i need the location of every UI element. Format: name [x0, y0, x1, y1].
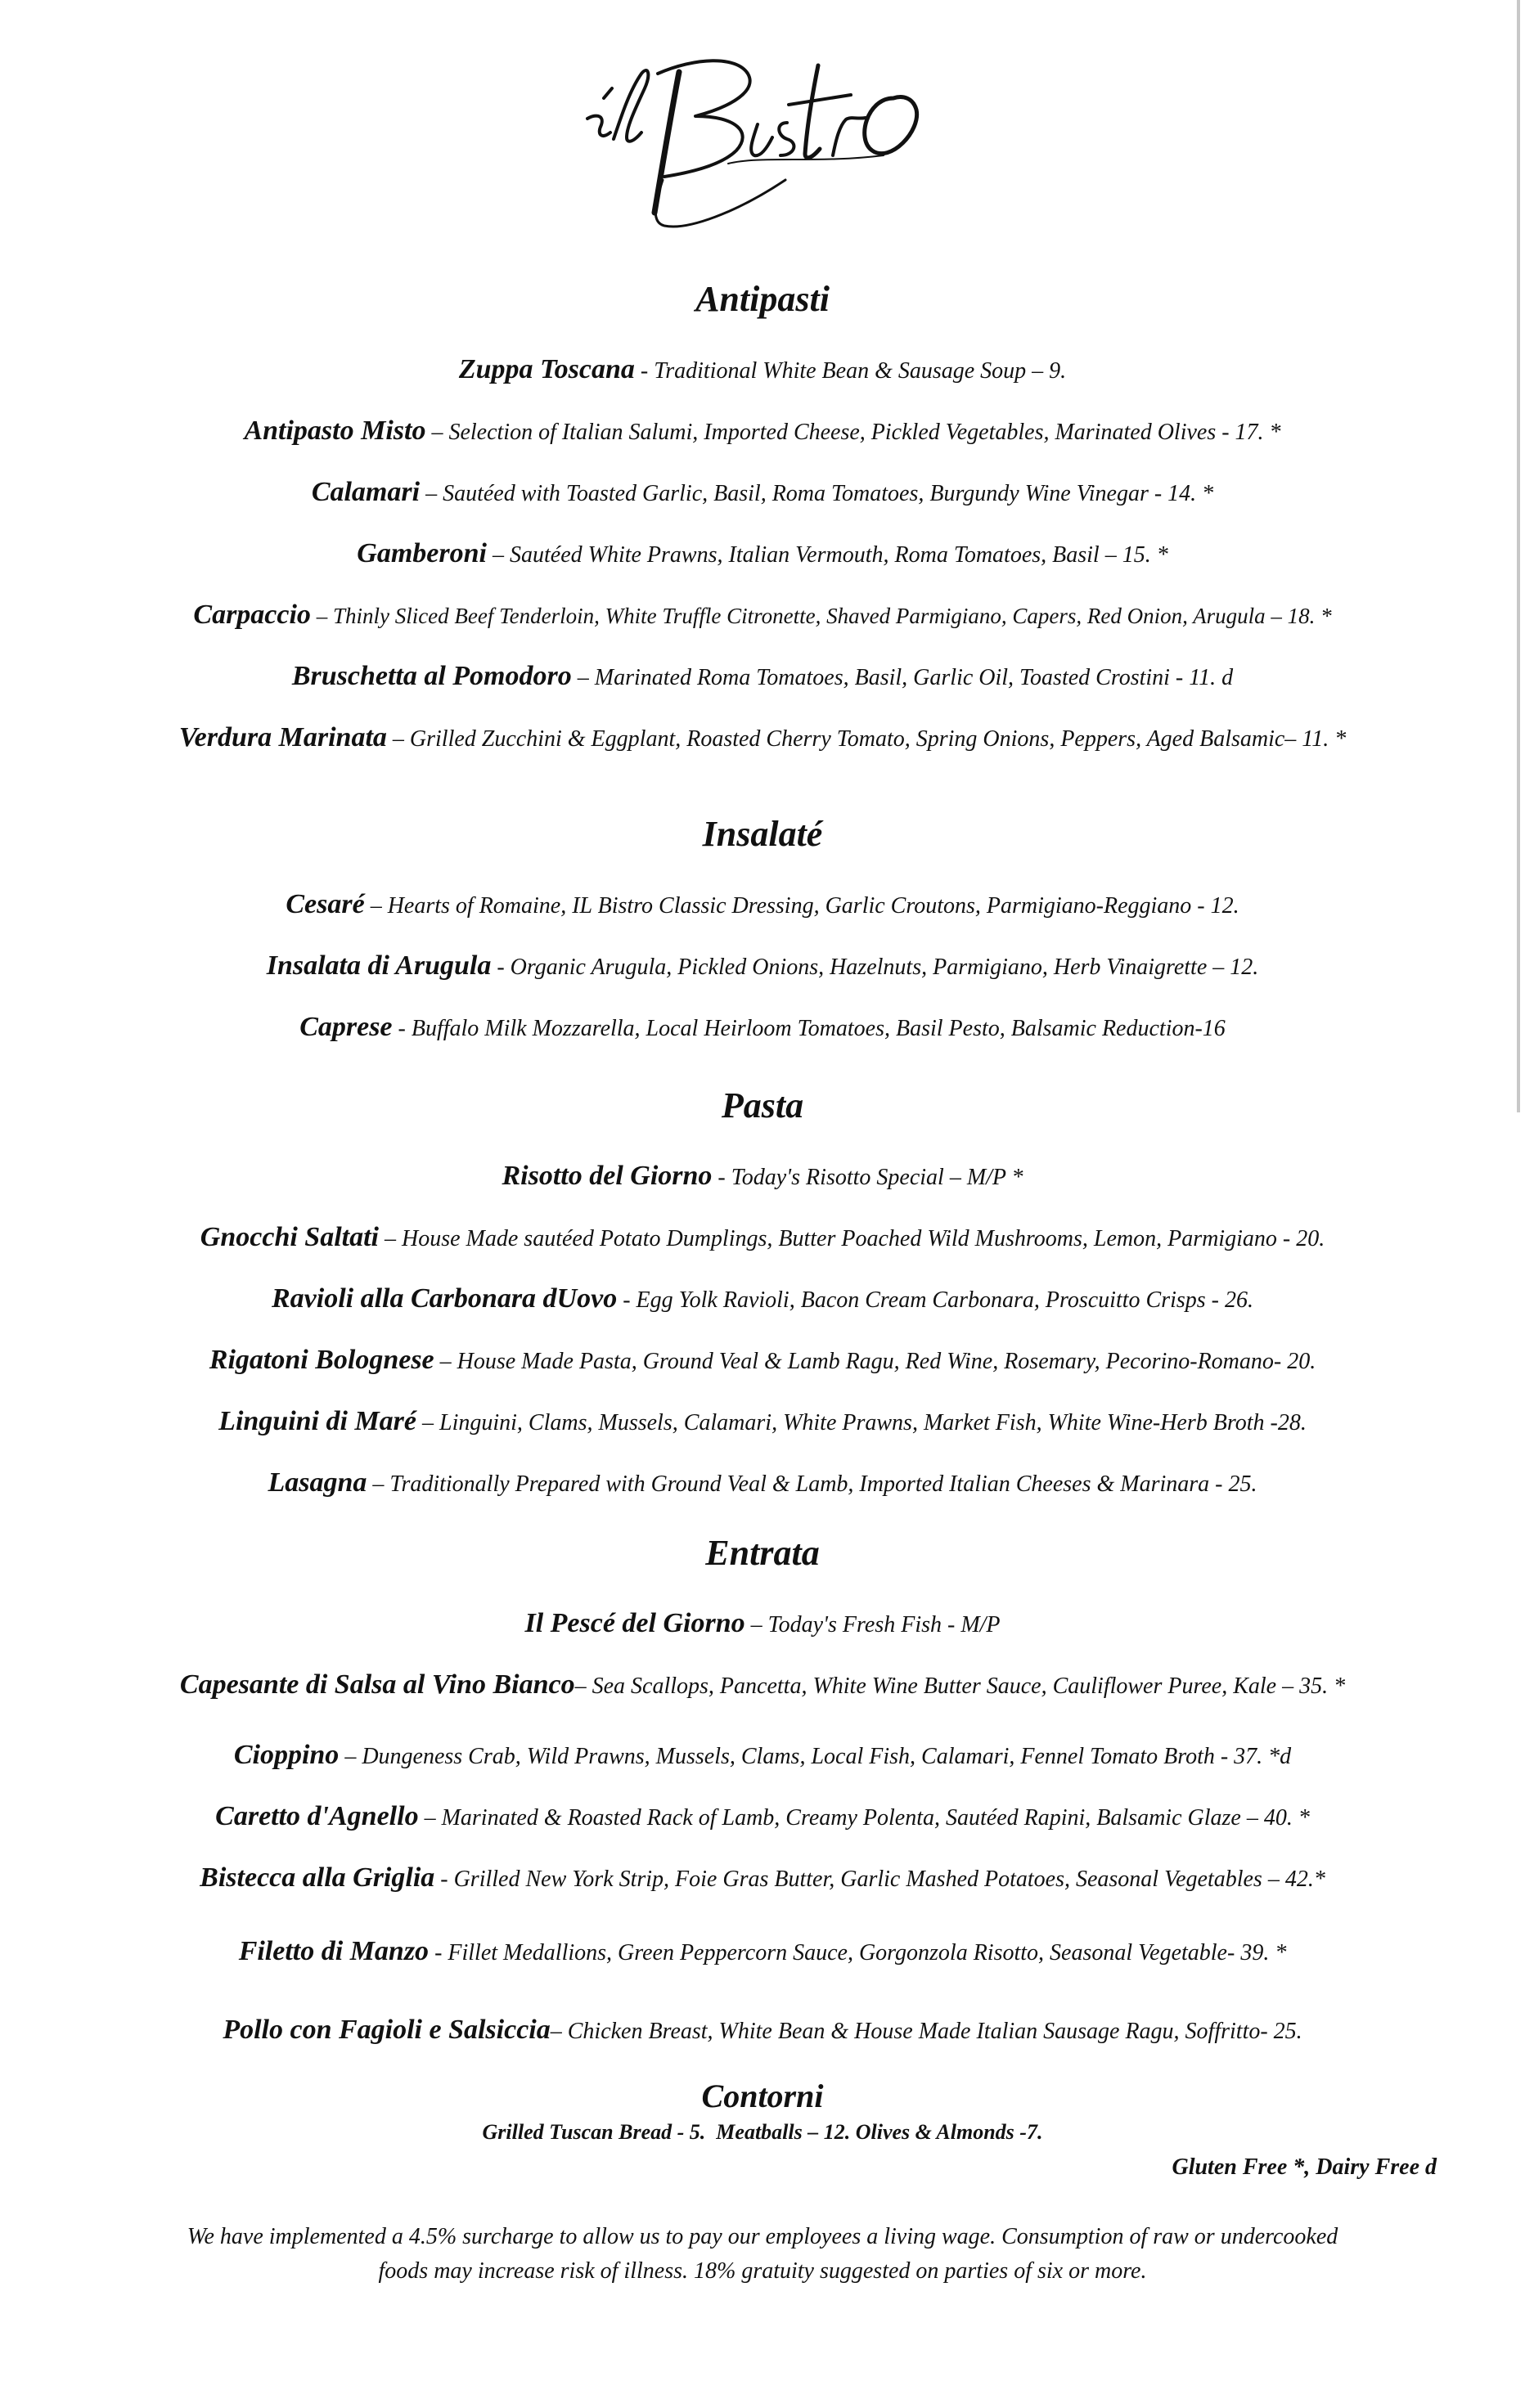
menu-item-ravioli-carbonara: [49, 1283, 1476, 1317]
item-description: – Marinated Roma Tomatoes, Basil, Garlic Oil, Toasted Crostini - 11. d: [571, 665, 1234, 690]
item-description: – Sautéed White Prawns, Italian Vermouth, Roma Tomatoes, Basil – 15. *: [486, 542, 1168, 568]
footnote-line-1: We have implemented a 4.5% surcharge to allow us to pay our employees a living wage. Consumption of raw or undercooked: [187, 2224, 1338, 2249]
item-description: – Selection of Italian Salumi, Imported Cheese, Pickled Vegetables, Marinated Olives - 17. *: [425, 420, 1281, 445]
item-description: – Marinated & Roasted Rack of Lamb, Creamy Polenta, Sautéed Rapini, Balsamic Glaze – 40. *: [418, 1805, 1310, 1831]
item-name: Cioppino: [233, 1740, 340, 1770]
item-description: – Hearts of Romaine, IL Bistro Classic Dressing, Garlic Croutons, Parmigiano-Reggiano - 12.: [364, 893, 1239, 919]
item-name: Cesaré: [286, 889, 365, 919]
item-description: – Grilled Zucchini & Eggplant, Roasted Cherry Tomato, Spring Onions, Peppers, Aged Balsamic– 11. *: [386, 726, 1347, 752]
item-name: Antipasto Misto: [244, 416, 426, 446]
item-name: Verdura Marinata: [178, 722, 387, 752]
item-description: – Sea Scallops, Pancetta, White Wine Butter Sauce, Cauliflower Puree, Kale – 35. *: [574, 1673, 1346, 1699]
footnote-line-2: foods may increase risk of illness. 18% gratuity suggested on parties of six or more.: [378, 2258, 1147, 2284]
item-description: - Egg Yolk Ravioli, Bacon Cream Carbonara, Proscuitto Crisps - 26.: [617, 1287, 1253, 1313]
item-name: Gnocchi Saltati: [200, 1222, 379, 1252]
menu-item-carpaccio: [49, 599, 1476, 632]
menu-item-bruschetta: [49, 660, 1476, 694]
section-title-contorni: Contorni: [701, 2078, 824, 2114]
il-bistro-logo: [573, 41, 933, 237]
menu-item-insalata-di-arugula: [49, 950, 1476, 984]
menu-item-cesare: [49, 888, 1476, 923]
item-description: – Sautéed with Toasted Garlic, Basil, Roma Tomatoes, Burgundy Wine Vinegar - 14. *: [420, 481, 1214, 506]
item-name: Zuppa Toscana: [458, 354, 635, 384]
scrollbar-edge[interactable]: [1517, 0, 1520, 1112]
item-description: – House Made Pasta, Ground Veal & Lamb Ragu, Red Wine, Rosemary, Pecorino-Romano- 20.: [434, 1349, 1316, 1374]
menu-item-risotto-del-giorno: [49, 1160, 1476, 1194]
menu-item-rigatoni-bolognese: [49, 1344, 1476, 1378]
item-description: – Thinly Sliced Beef Tenderloin, White Truffle Citronette, Shaved Parmigiano, Capers, Red Onion, Arugula – 18. *: [310, 604, 1332, 628]
menu-item-caprese: [49, 1011, 1476, 1045]
section-title-insalate: Insalaté: [702, 814, 823, 854]
item-name: Capesante di Salsa al Vino Bianco: [179, 1669, 575, 1700]
item-name: Linguini di Maré: [218, 1406, 417, 1436]
menu-item-antipasto-misto: [49, 415, 1476, 449]
item-description: - Grilled New York Strip, Foie Gras Butter, Garlic Mashed Potatoes, Seasonal Vegetables – 42.*: [434, 1867, 1325, 1892]
item-description: – Dungeness Crab, Wild Prawns, Mussels, Clams, Local Fish, Calamari, Fennel Tomato Broth - 37. *d: [339, 1744, 1292, 1769]
menu-item-il-pesce-del-giorno: [49, 1607, 1476, 1642]
section-title-antipasti: Antipasti: [695, 279, 830, 319]
logo-script-mark: [573, 41, 933, 237]
item-description: - Buffalo Milk Mozzarella, Local Heirloom Tomatoes, Basil Pesto, Balsamic Reduction-16: [392, 1016, 1226, 1041]
item-name: Lasagna: [268, 1467, 367, 1498]
item-description: – Linguini, Clams, Mussels, Calamari, White Prawns, Market Fish, White Wine-Herb Broth -28.: [416, 1410, 1307, 1435]
item-name: Carpaccio: [193, 600, 311, 630]
contorni-items: Grilled Tuscan Bread - 5. Meatballs – 12. Olives & Almonds -7.: [482, 2120, 1043, 2144]
item-description: – Chicken Breast, White Bean & House Made Italian Sausage Ragu, Soffritto- 25.: [550, 2019, 1302, 2044]
item-name: Risotto del Giorno: [502, 1161, 713, 1191]
item-description: – House Made sautéed Potato Dumplings, Butter Poached Wild Mushrooms, Lemon, Parmigiano - 20.: [379, 1226, 1325, 1251]
menu-item-zuppa-toscana: [49, 353, 1476, 388]
item-name: Gamberoni: [357, 538, 487, 568]
dietary-legend: Gluten Free *, Dairy Free d: [1172, 2154, 1437, 2180]
item-description: – Traditionally Prepared with Ground Veal & Lamb, Imported Italian Cheeses & Marinara - 25.: [367, 1471, 1257, 1497]
menu-item-linguini-di-mare: [49, 1405, 1476, 1440]
menu-item-gnocchi-saltati: [49, 1221, 1476, 1256]
menu-item-lasagna: [49, 1467, 1476, 1501]
item-name: Bruschetta al Pomodoro: [291, 661, 572, 691]
item-description: - Today's Risotto Special – M/P *: [712, 1165, 1023, 1190]
menu-item-calamari: [49, 476, 1476, 510]
item-name: Insalata di Arugula: [266, 950, 492, 981]
item-name: Pollo con Fagioli e Salsiccia: [223, 2015, 551, 2045]
item-name: Bistecca alla Griglia: [200, 1862, 435, 1893]
item-name: Il Pescé del Giorno: [524, 1608, 745, 1638]
item-description: - Organic Arugula, Pickled Onions, Hazelnuts, Parmigiano, Herb Vinaigrette – 12.: [491, 955, 1259, 980]
menu-item-pollo-con-fagioli: [49, 2014, 1476, 2048]
item-description: - Traditional White Bean & Sausage Soup – 9.: [634, 358, 1067, 384]
item-name: Caprese: [299, 1012, 393, 1042]
menu-item-filetto-di-manzo: [49, 1935, 1476, 1970]
menu-item-caretto-dagnello: [49, 1800, 1476, 1835]
menu-item-capesante: [49, 1669, 1476, 1703]
item-name: Filetto di Manzo: [238, 1936, 430, 1966]
section-title-entrata: Entrata: [705, 1533, 820, 1573]
section-title-pasta: Pasta: [721, 1085, 804, 1125]
item-name: Rigatoni Bolognese: [209, 1345, 434, 1375]
item-description: - Fillet Medallions, Green Peppercorn Sauce, Gorgonzola Risotto, Seasonal Vegetable- 39. *: [429, 1940, 1287, 1965]
menu-item-verdura-marinata: [49, 721, 1476, 756]
item-description: – Today's Fresh Fish - M/P: [745, 1612, 1001, 1638]
menu-item-bistecca-alla-griglia: [49, 1862, 1476, 1896]
item-name: Caretto d'Agnello: [215, 1801, 419, 1831]
item-name: Ravioli alla Carbonara dUovo: [272, 1283, 618, 1314]
menu-item-gamberoni: [49, 537, 1476, 572]
menu-item-cioppino: [49, 1739, 1476, 1773]
item-name: Calamari: [311, 477, 421, 507]
